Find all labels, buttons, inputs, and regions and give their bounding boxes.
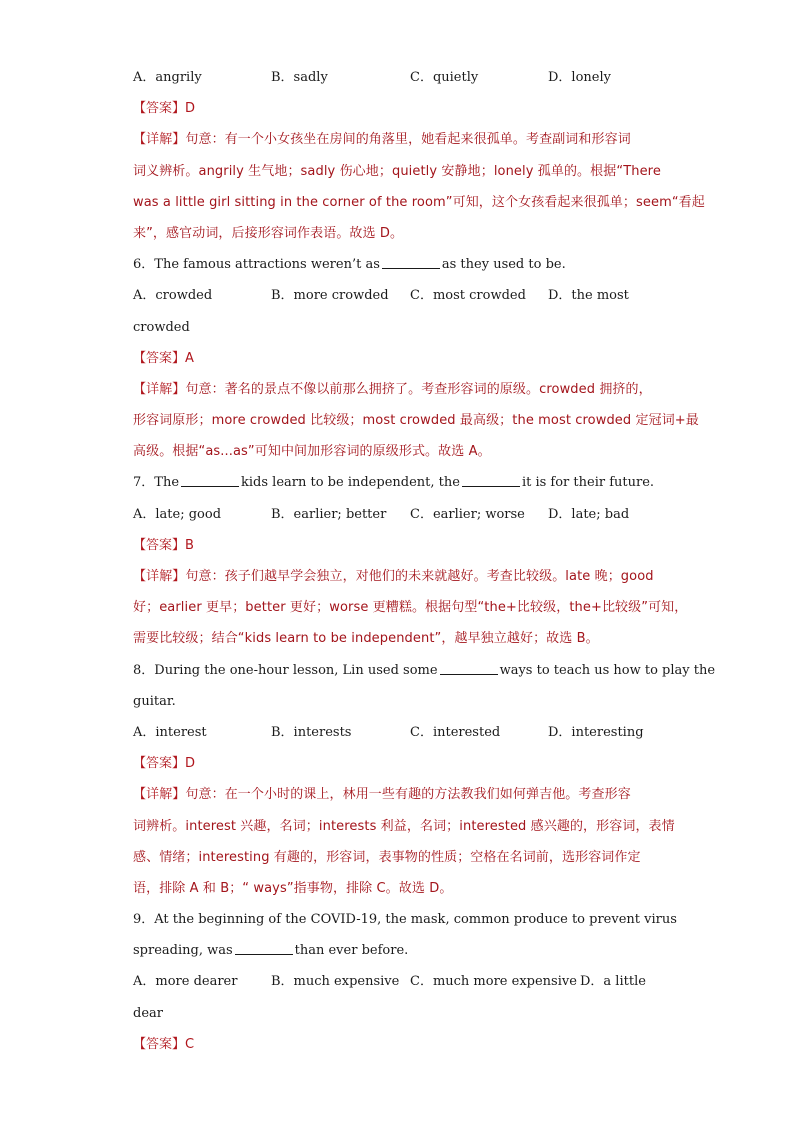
- q6-detail-line-3: 高级。根据“as...as”可知中间加形容词的原级形式。故选 A。: [133, 444, 491, 460]
- q7-detail-line-1: [133, 561, 663, 592]
- q9-stem-line-1: 9．At the beginning of the COVID-19, the mask, common produce to prevent virus: [133, 912, 677, 928]
- q8-detail-line-1: [133, 779, 663, 810]
- detail-tag: 【详解】: [133, 132, 186, 148]
- q9-stem-line-2: [133, 935, 663, 966]
- q9-stem-after: than ever before.: [294, 943, 409, 959]
- q7-stem: [133, 467, 663, 498]
- q6-option-b[interactable]: B．more crowded: [271, 288, 389, 304]
- q6-answer: [133, 343, 663, 374]
- answer-tag: 【答案】: [133, 1036, 186, 1052]
- q6-options: [133, 280, 663, 311]
- q9-option-a[interactable]: A．more dearer: [133, 974, 238, 990]
- q8-detail-line-4: 语，排除 A 和 B；“ ways”指事物，排除 C。故选 D。: [133, 880, 453, 896]
- q7-detail-line-2: 好；earlier 更早；better 更好；worse 更糟糕。根据句型“the+比较级，the+比较级”可知，: [133, 600, 688, 616]
- q5-option-a[interactable]: A．angrily: [133, 70, 202, 85]
- answer-tag: 【答案】: [133, 101, 186, 117]
- document-page: [133, 62, 716, 1060]
- q6-detail-line-1: [133, 374, 663, 405]
- detail-text: 句意：有一个小女孩坐在房间的角落里，她看起来很孤单。考查副词和形容词: [185, 132, 631, 148]
- q8-stem-before: 8．During the one-hour lesson, Lin used some: [133, 662, 438, 678]
- q5-answer: [133, 93, 663, 124]
- q8-options: [133, 717, 663, 748]
- q7-blank-2: [462, 474, 520, 487]
- q7-stem-part2: kids learn to be independent, the: [241, 475, 460, 491]
- q7-option-a[interactable]: A．late; good: [133, 506, 222, 522]
- q9-stem-before: spreading, was: [133, 943, 233, 959]
- detail-text: 句意：孩子们越早学会独立，对他们的未来就越好。考查比较级。late 晚；good: [185, 569, 654, 584]
- detail-tag: 【详解】: [133, 569, 186, 584]
- q8-answer: [133, 748, 663, 779]
- q8-option-a[interactable]: A．interest: [133, 724, 207, 740]
- q8-detail-line-2: 词辨析。interest 兴趣，名词；interests 利益，名词；interested 感兴趣的，形容词，表情: [133, 818, 675, 834]
- q5-detail-line-1: [133, 124, 663, 155]
- q7-stem-part1: 7．The: [133, 475, 180, 491]
- q5-option-b[interactable]: B．sadly: [271, 70, 328, 85]
- q6-stem-after: as they used to be.: [441, 257, 566, 273]
- q8-stem-wrap: guitar.: [133, 693, 176, 709]
- detail-text: 句意：著名的景点不像以前那么拥挤了。考查形容词的原级。crowded 拥挤的，: [185, 381, 652, 397]
- detail-text: 句意：在一个小时的课上，林用一些有趣的方法教我们如何弹吉他。考查形容: [185, 787, 631, 803]
- q9-options: [133, 966, 663, 997]
- q8-stem: [133, 655, 716, 686]
- q9-option-d-wrap: dear: [133, 1005, 163, 1021]
- q7-options: [133, 499, 663, 530]
- answer-tag: 【答案】: [133, 537, 186, 553]
- q5-detail-line-4: 来”，感官动词，后接形容词作表语。故选 D。: [133, 225, 404, 241]
- q8-detail-line-3: 感、情绪；interesting 有趣的，形容词，表事物的性质；空格在名词前，选形容词作定: [133, 849, 641, 865]
- q8-option-c[interactable]: C．interested: [410, 724, 501, 740]
- q7-answer: [133, 530, 663, 561]
- answer-value: D: [185, 101, 196, 117]
- q5-options: [133, 62, 663, 93]
- q5-option-d[interactable]: D．lonely: [548, 70, 611, 85]
- q8-option-b[interactable]: B．interests: [271, 724, 352, 740]
- q8-stem-after: ways to teach us how to play the: [499, 662, 716, 678]
- detail-tag: 【详解】: [133, 381, 186, 397]
- answer-tag: 【答案】: [133, 350, 186, 366]
- q6-option-d-wrap: crowded: [133, 319, 190, 335]
- q6-blank: [382, 256, 440, 269]
- q7-detail-line-3: 需要比较级；结合“kids learn to be independent”，越早独立越好；故选 B。: [133, 631, 599, 647]
- q6-stem: [133, 249, 663, 280]
- q8-option-d[interactable]: D．interesting: [548, 724, 644, 740]
- q7-option-b[interactable]: B．earlier; better: [271, 506, 387, 522]
- q6-stem-before: 6．The famous attractions weren’t as: [133, 257, 380, 273]
- detail-tag: 【详解】: [133, 787, 186, 803]
- q7-option-c[interactable]: C．earlier; worse: [410, 506, 525, 522]
- q7-stem-part3: it is for their future.: [521, 475, 655, 491]
- q7-option-d[interactable]: D．late; bad: [548, 506, 630, 522]
- q8-blank: [440, 662, 498, 675]
- q5-option-c[interactable]: C．quietly: [410, 70, 479, 85]
- q9-option-c[interactable]: C．much more expensive: [410, 974, 577, 990]
- answer-value: C: [185, 1036, 195, 1052]
- q7-blank-1: [181, 474, 239, 487]
- q6-option-a[interactable]: A．crowded: [133, 288, 213, 304]
- q9-option-b[interactable]: B．much expensive: [271, 974, 400, 990]
- q6-option-d[interactable]: D．the most: [548, 288, 629, 304]
- q5-detail-line-3: was a little girl sitting in the corner of the room”可知，这个女孩看起来很孤单；seem“看起: [133, 194, 705, 210]
- answer-value: B: [185, 537, 194, 553]
- q9-answer: [133, 1029, 663, 1060]
- answer-tag: 【答案】: [133, 756, 186, 772]
- answer-value: D: [185, 756, 196, 772]
- answer-value: A: [185, 350, 194, 366]
- q5-detail-line-2: 词义辨析。angrily 生气地；sadly 伤心地；quietly 安静地；lonely 孤单的。根据“There: [133, 163, 661, 179]
- q9-option-d[interactable]: D．a little: [580, 974, 646, 990]
- q6-option-c[interactable]: C．most crowded: [410, 288, 526, 304]
- q9-blank: [235, 942, 293, 955]
- q6-detail-line-2: 形容词原形；more crowded 比较级；most crowded 最高级；the most crowded 定冠词+最: [133, 413, 699, 429]
